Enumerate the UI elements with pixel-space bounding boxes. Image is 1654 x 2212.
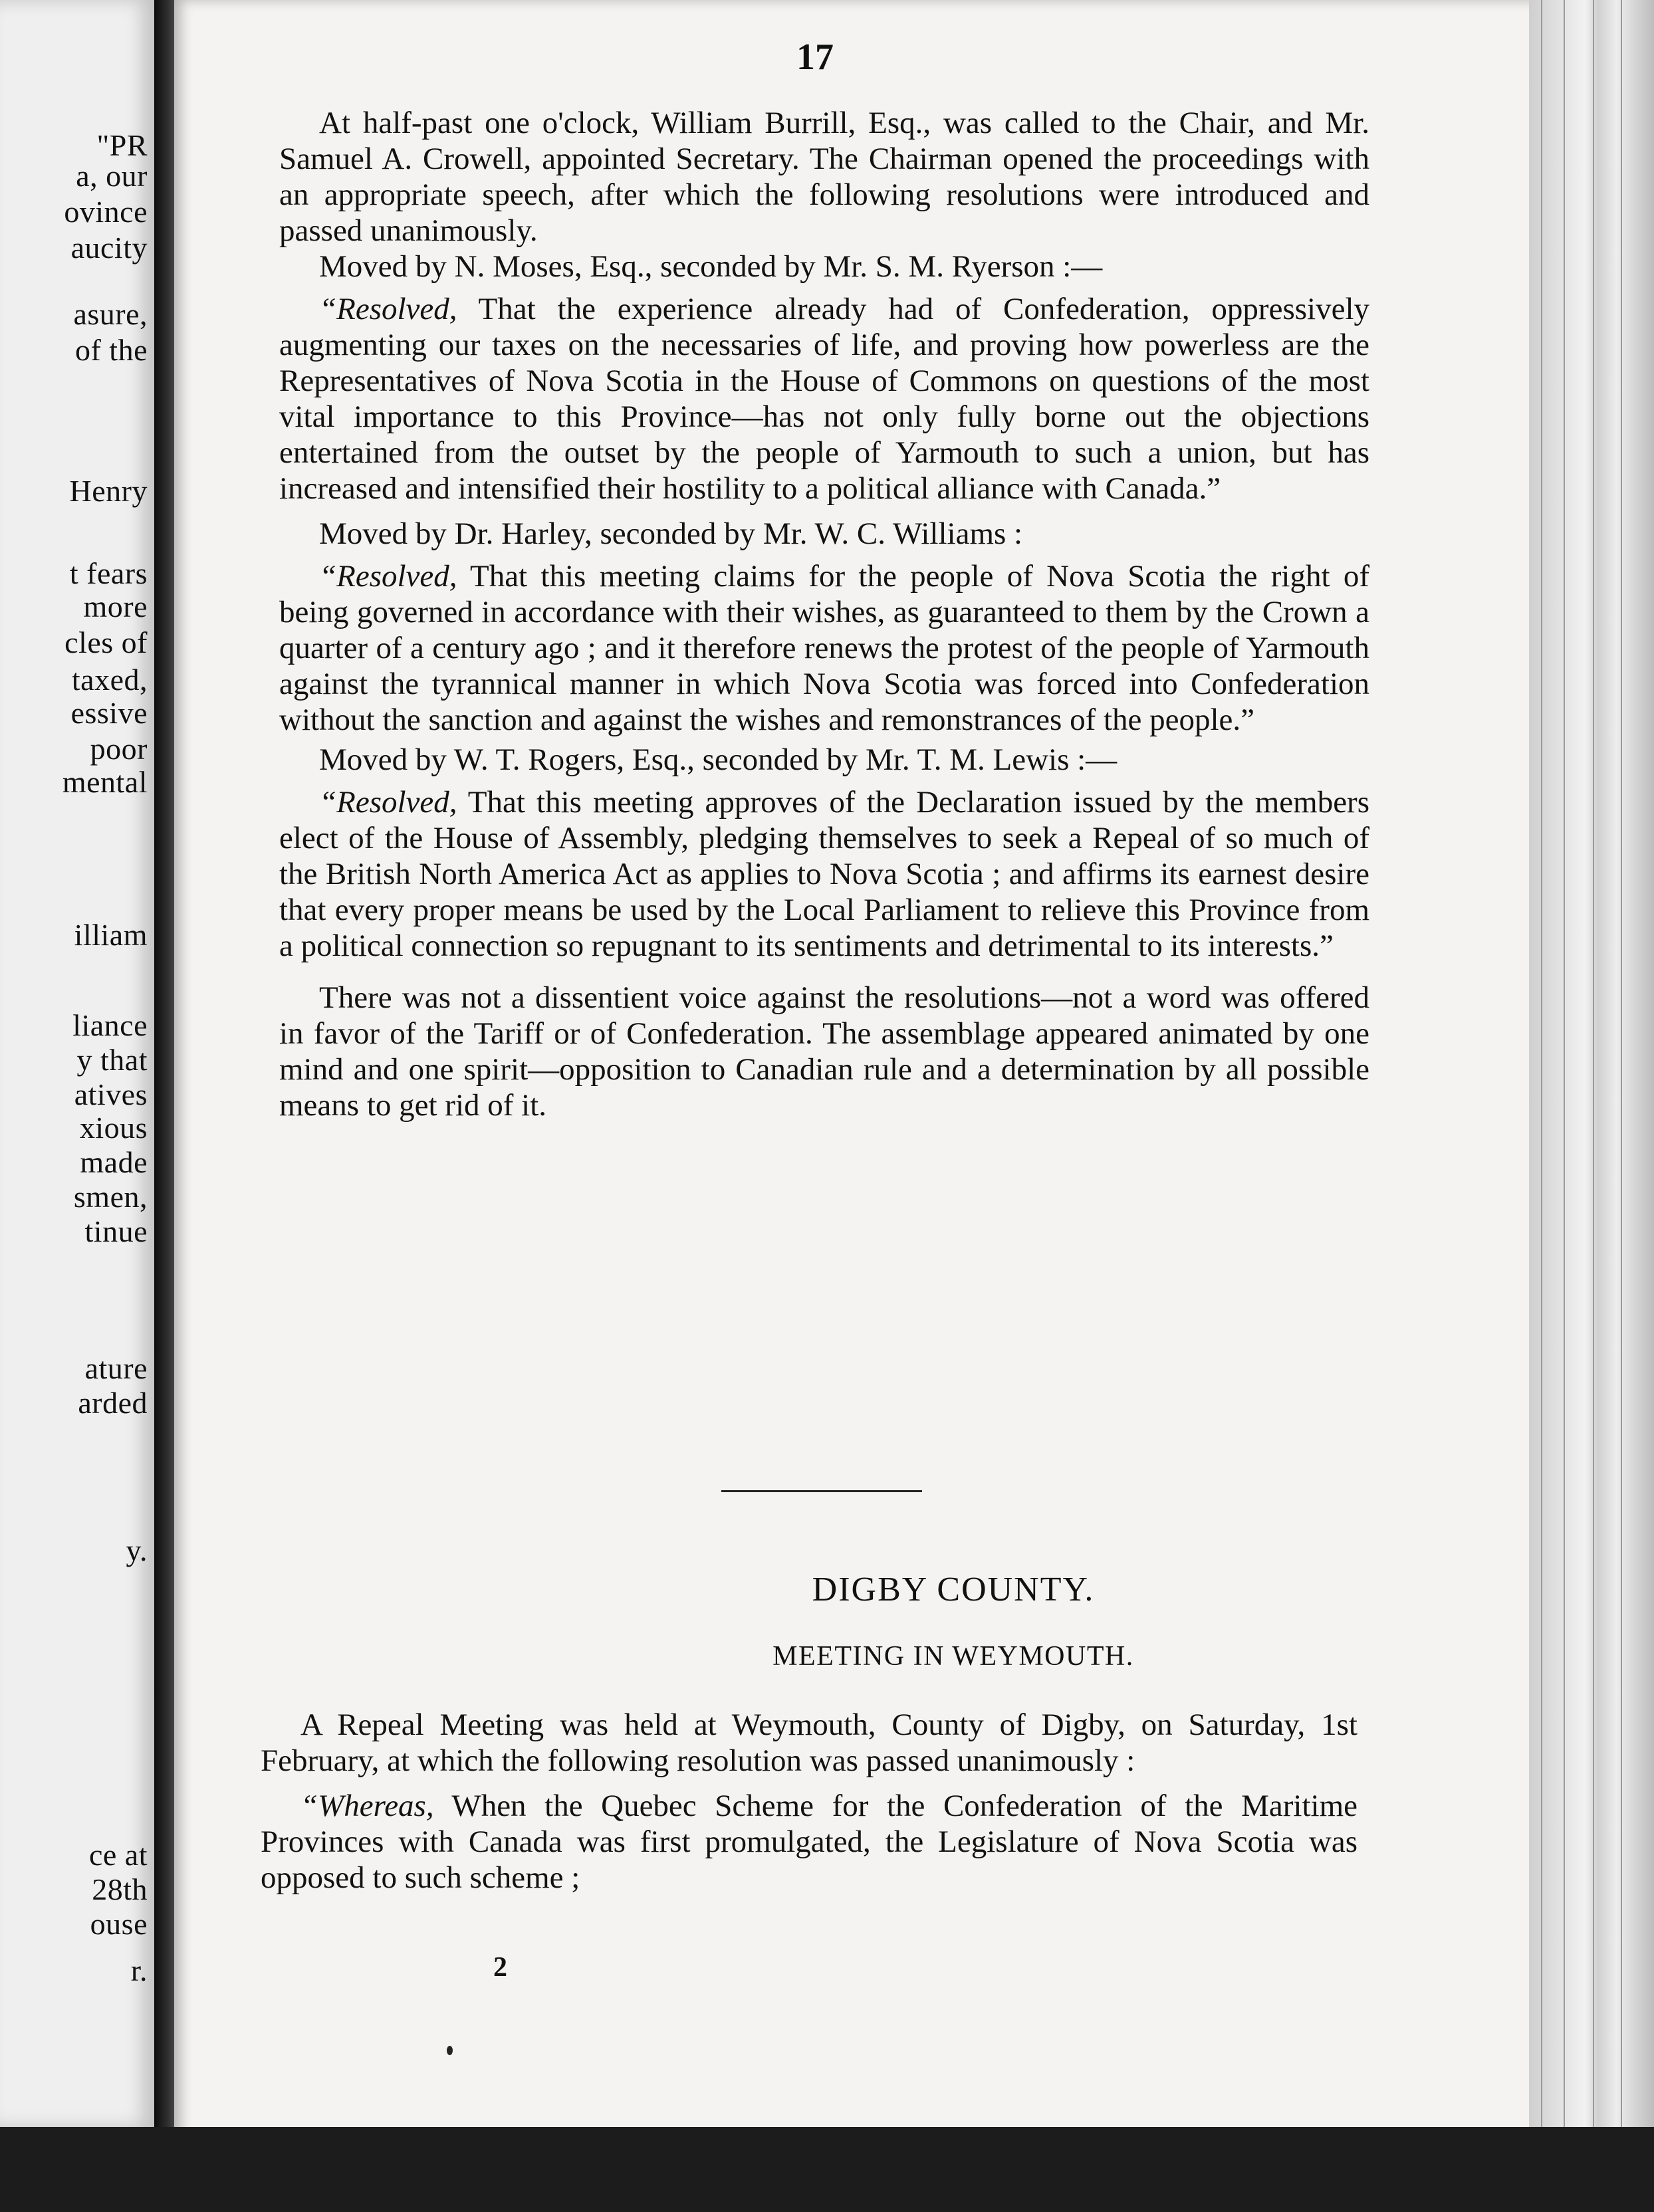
motion-1-line: Moved by N. Moses, Esq., seconded by Mr. S. M. Ryerson :— [319,249,1103,284]
left-page-fragment: "PR [96,128,148,162]
weymouth-paragraph: A Repeal Meeting was held at Weymouth, County of Digby, on Saturday, 1st February, at which the following resolution was passed unanimously : [261,1708,1358,1778]
whereas-lead: “Whereas, [300,1789,434,1823]
resolution-2-text: That this meeting claims for the people of Nova Scotia the right of being governed in accordance with their wishes, as guaranteed to them by the Crown a quarter of a century ago ; and it therefore renews the protest of the people of Yarmouth against the tyrannical manner in which Nova Scotia was forced into Confederation without the sanction and against the wishes and remonstrances of the people.” [279,559,1369,737]
resolution-1-lead: “Resolved, [319,292,457,326]
resolution-1 [279,291,1369,506]
left-page-fragment: mental [62,765,148,799]
left-page-fragment: poor [90,732,148,766]
left-page-fragment: of the [74,333,148,367]
ink-speck [447,2046,453,2055]
left-page-fragment: smen, [73,1180,148,1214]
left-page-fragment: illiam [74,918,148,952]
left-page-fragment: asure, [73,297,148,331]
motion-3-line: Moved by W. T. Rogers, Esq., seconded by Mr. T. M. Lewis :— [319,742,1118,777]
closing-paragraph: There was not a dissentient voice against the resolutions—not a word was offered in favor of the Tariff or of Confederation. The assemblage appeared animated by one mind and one spirit—opposition to Canadian rule and a determination by all possible means to get rid of it. [279,980,1369,1123]
resolution-3 [279,784,1369,964]
left-page-fragment: y that [76,1043,148,1077]
left-page-fragment: Henry [69,474,148,508]
left-page-fragment: arded [78,1386,148,1420]
left-page-fragment: aucity [70,231,148,265]
resolution-2 [279,558,1369,738]
signature-mark: 2 [493,1952,507,1983]
left-page-fragment: made [80,1145,148,1179]
section-heading: DIGBY COUNTY. [812,1571,1095,1608]
page-edges [1529,0,1654,2212]
whereas-text: When the Quebec Scheme for the Confederation of the Maritime Provinces with Canada was first promulgated, the Legislature of Nova Scotia was opposed to such scheme ; [261,1789,1358,1895]
left-page-fragment: more [83,590,148,623]
whereas-clause [261,1788,1358,1896]
left-page-fragment: atives [74,1077,148,1111]
left-facing-page [0,0,154,2127]
left-page-fragment: tinue [84,1214,148,1248]
left-page-fragment: ovince [64,195,148,229]
section-divider [721,1490,922,1492]
resolution-3-lead: “Resolved, [319,785,457,820]
meeting-report [279,105,1369,1123]
left-page-fragment: taxed, [71,663,148,697]
weymouth-report [261,1707,1358,1896]
left-page-fragment: xious [79,1111,148,1145]
left-page-fragment: cles of [64,625,148,659]
resolution-1-text: That the experience already had of Confederation, oppressively augmenting our taxes on the necessaries of life, and proving how powerless are the Representatives of Nova Scotia in the House of Commons on questions of the most vital importance to this Province—has not only fully borne out the objections entertained from the outset by the people of Yarmouth to such a union, but has increased and intensified their hostility to a political alliance with Canada.” [279,292,1369,506]
resolution-2-lead: “Resolved, [319,559,457,594]
page-number: 17 [796,37,834,78]
motion-2-line: Moved by Dr. Harley, seconded by Mr. W. C. Williams : [319,516,1023,551]
left-page-fragment: y. [126,1533,148,1567]
left-page-fragment: liance [72,1008,148,1042]
resolution-3-text: That this meeting approves of the Declaration issued by the members elect of the House of Assembly, pledging themselves to seek a Repeal of so much of the British North America Act as applies to Nova Scotia ; and affirms its earnest desire that every proper means be used by the Local Parliament to relieve this Province from a political connection so repugnant to its sentiments and detrimental to its interests.” [279,785,1369,963]
section-subheading: MEETING IN WEYMOUTH. [772,1641,1134,1672]
left-page-fragment: t fears [69,556,148,590]
scan-bottom-shadow [0,2127,1654,2212]
left-page-fragment: ature [84,1351,148,1385]
opening-paragraph: At half-past one o'clock, William Burrill, Esq., was called to the Chair, and Mr. Samuel A. Crowell, appointed Secretary. The Chairman opened the proceedings with an appropriate speech, after which the following resolutions were introduced and passed unanimously. [279,106,1369,248]
book-gutter [154,0,174,2212]
left-page-fragment: ce at [88,1838,148,1872]
left-page-fragment: a, our [76,159,148,193]
left-page-fragment: ouse [90,1907,148,1941]
left-page-fragment: essive [70,696,148,730]
left-page-fragment: r. [130,1953,148,1987]
left-page-fragment: 28th [92,1872,148,1906]
